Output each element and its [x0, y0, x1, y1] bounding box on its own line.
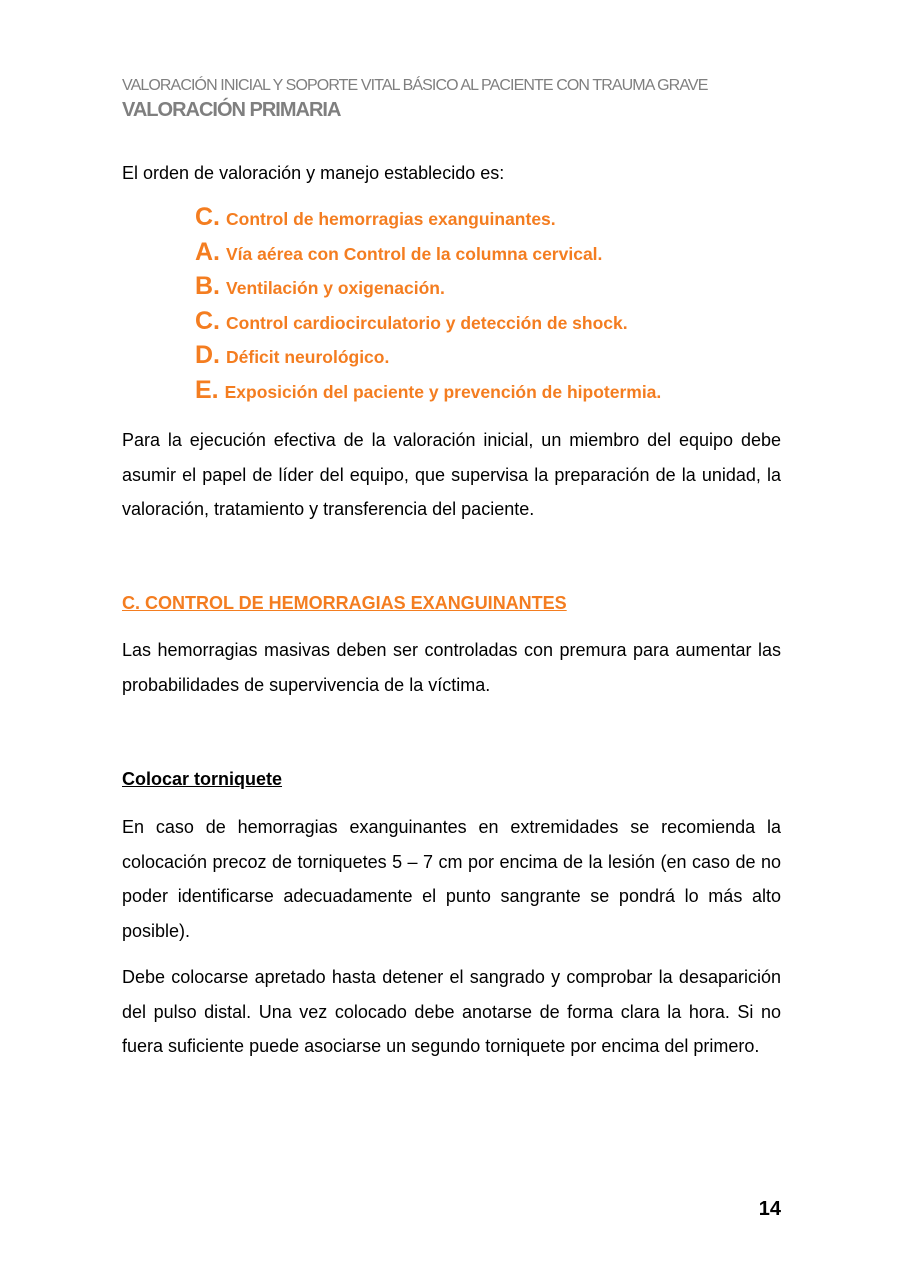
- intro-text: El orden de valoración y manejo establecido es:: [122, 163, 505, 183]
- subsection-title: Colocar torniquete: [122, 769, 283, 789]
- list-item: [195, 341, 661, 376]
- list-item-text: Vía aérea con Control de la columna cervical.: [226, 243, 603, 264]
- list-item: [195, 376, 661, 411]
- running-header-subtitle: VALORACIÓN INICIAL Y SOPORTE VITAL BÁSICO AL PACIENTE CON TRAUMA GRAVE: [122, 77, 708, 94]
- list-item-letter: A.: [195, 237, 220, 266]
- list-item-letter: D.: [195, 341, 220, 369]
- running-header-title: VALORACIÓN PRIMARIA: [122, 99, 341, 121]
- paragraph-hemorrhage: Las hemorragias masivas deben ser controladas con premura para aumentar las probabilidades de supervivencia de la víctima.: [122, 640, 781, 695]
- abcde-list: [195, 203, 661, 410]
- list-item: [195, 238, 661, 273]
- page-number: 14: [758, 1198, 781, 1220]
- paragraph-tourniquet-2: Debe colocarse apretado hasta detener el sangrado y comprobar la desaparición del pulso distal. Una vez colocado debe anotarse de forma clara la hora. Si no fuera suficiente puede asociarse un segundo torniquete por encima del primero.: [122, 967, 781, 1056]
- list-item-text: Exposición del paciente y prevención de hipotermia.: [224, 381, 662, 402]
- list-item-text: Ventilación y oxigenación.: [226, 278, 445, 298]
- list-item: [195, 272, 661, 307]
- paragraph-tourniquet-1: En caso de hemorragias exanguinantes en extremidades se recomienda la colocación precoz de torniquetes 5 – 7 cm por encima de la lesión (en caso de no poder identificarse adecuadamente el punto sangrante se pondrá lo más alto posible).: [122, 817, 781, 941]
- list-item-letter: B.: [195, 272, 220, 300]
- list-item: [195, 307, 661, 342]
- section-title: C. CONTROL DE HEMORRAGIAS EXANGUINANTES: [122, 593, 567, 613]
- list-item: [195, 203, 661, 238]
- list-item-letter: E.: [195, 375, 219, 404]
- list-item-text: Control de hemorragias exanguinantes.: [226, 209, 556, 229]
- paragraph-leader: Para la ejecución efectiva de la valoración inicial, un miembro del equipo debe asumir el papel de líder del equipo, que supervisa la preparación de la unidad, la valoración, tratamiento y transferencia del paciente.: [122, 430, 781, 519]
- list-item-text: Control cardiocirculatorio y detección de shock.: [226, 312, 628, 333]
- list-item-letter: C.: [195, 203, 220, 231]
- list-item-text: Déficit neurológico.: [226, 347, 390, 367]
- list-item-letter: C.: [195, 306, 220, 335]
